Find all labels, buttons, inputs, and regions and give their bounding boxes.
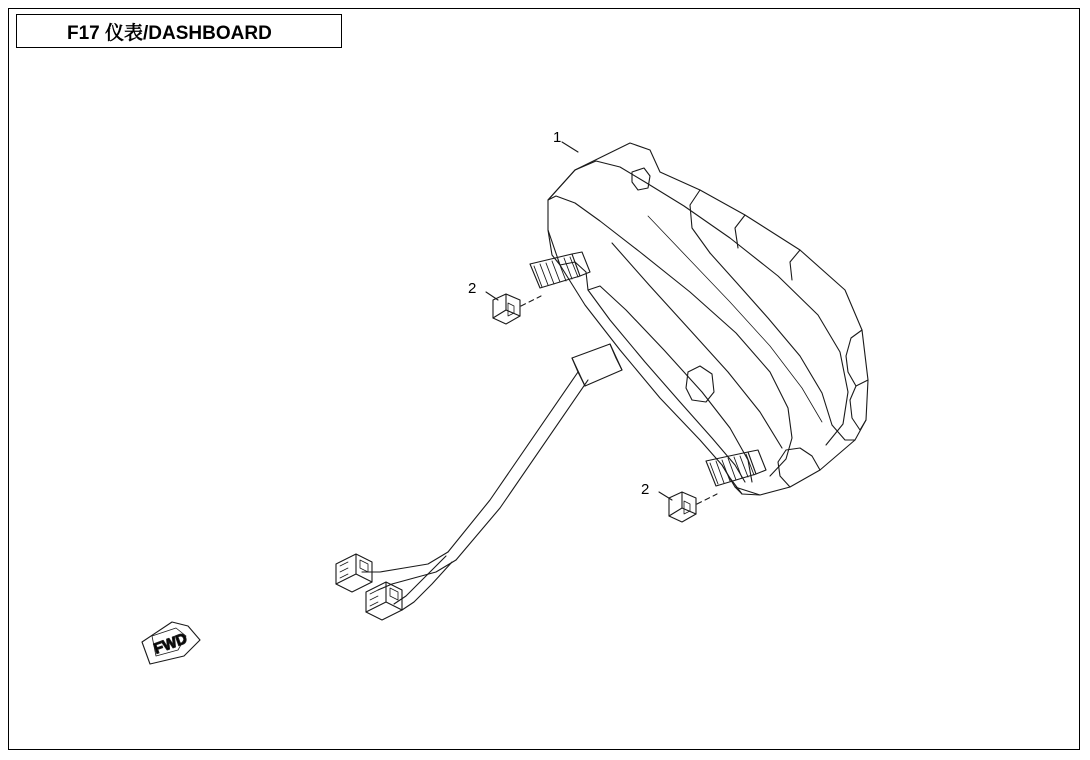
mounting-nut-upper	[493, 294, 520, 324]
fwd-label: FWD	[151, 630, 190, 658]
mounting-stud-lower	[706, 450, 766, 486]
leader-line-2b	[659, 492, 672, 500]
mounting-stud-upper	[530, 252, 590, 288]
assembly-line-upper	[521, 296, 541, 306]
callout-2-lower: 2	[641, 481, 650, 498]
assembly-line-lower	[697, 494, 717, 504]
callout-2-upper: 2	[468, 280, 477, 297]
dashboard-instrument-cluster	[548, 143, 868, 495]
leader-line-1	[562, 142, 578, 152]
callout-1: 1	[553, 129, 562, 146]
leader-line-2a	[486, 292, 498, 300]
mounting-nut-lower	[669, 492, 696, 522]
page-title: F17 仪表/DASHBOARD	[67, 22, 272, 44]
wire-harness	[336, 344, 622, 620]
